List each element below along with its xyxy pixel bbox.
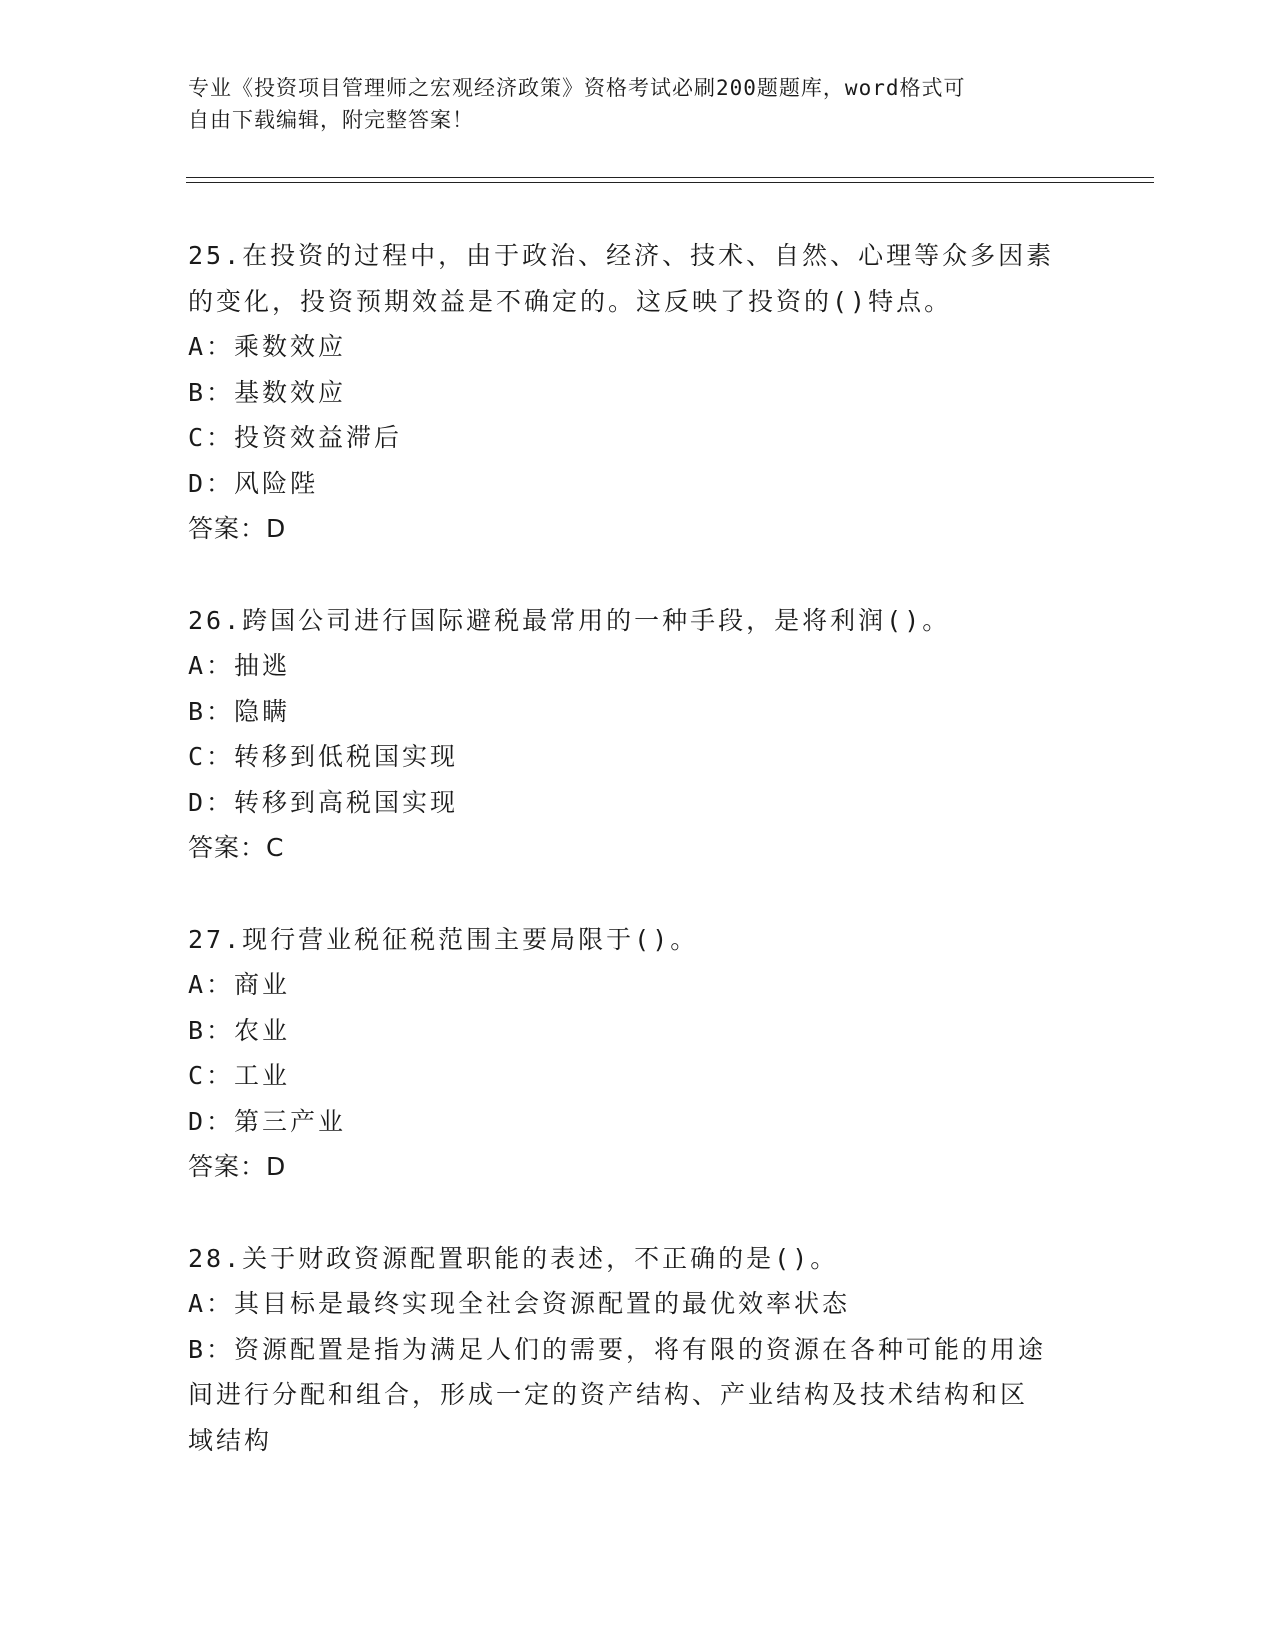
answer: 答案：C (188, 833, 285, 862)
option-d: D：风险陛 (188, 468, 319, 498)
option-b: B：基数效应 (188, 377, 347, 407)
option-b: B：农业 (188, 1015, 291, 1045)
header-line-1: 专业《投资项目管理师之宏观经济政策》资格考试必刷200题题库，word格式可 (188, 76, 966, 100)
option-d: D：第三产业 (188, 1106, 347, 1136)
option-c: C：转移到低税国实现 (188, 742, 459, 771)
option-a: A：抽逃 (188, 651, 291, 680)
question-stem: 28.关于财政资源配置职能的表述，不正确的是()。 (188, 1243, 839, 1273)
option-d: D：转移到高税国实现 (188, 787, 459, 817)
header-line-2: 自由下载编辑，附完整答案！ (188, 108, 474, 132)
option-a: A：乘数效应 (188, 332, 347, 361)
question-stem: 的变化，投资预期效益是不确定的。这反映了投资的()特点。 (188, 286, 953, 316)
header-rule-top (186, 177, 1154, 178)
question-stem: 27.现行营业税征税范围主要局限于()。 (188, 924, 699, 954)
option-c: C：工业 (188, 1061, 291, 1090)
option-c: C：投资效益滞后 (188, 423, 403, 452)
option-b-continued: 域结构 (188, 1425, 273, 1455)
question-stem: 25.在投资的过程中，由于政治、经济、技术、自然、心理等众多因素 (188, 241, 1055, 270)
option-b-continued: 间进行分配和组合，形成一定的资产结构、产业结构及技术结构和区 (188, 1380, 1029, 1409)
question-27 (188, 917, 1088, 1190)
option-b: B：资源配置是指为满足人们的需要，将有限的资源在各种可能的用途 (188, 1334, 1047, 1364)
option-a: A：商业 (188, 970, 291, 999)
question-28 (188, 1236, 1088, 1464)
answer: 答案：D (188, 514, 287, 543)
document-header (188, 72, 1088, 136)
question-stem: 26.跨国公司进行国际避税最常用的一种手段，是将利润()。 (188, 605, 951, 635)
header-rule-bottom (186, 182, 1154, 183)
question-26 (188, 598, 1088, 871)
option-a: A：其目标是最终实现全社会资源配置的最优效率状态 (188, 1289, 851, 1318)
option-b: B：隐瞒 (188, 696, 291, 726)
question-list (188, 233, 1088, 1509)
question-25 (188, 233, 1088, 552)
answer: 答案：D (188, 1152, 287, 1181)
